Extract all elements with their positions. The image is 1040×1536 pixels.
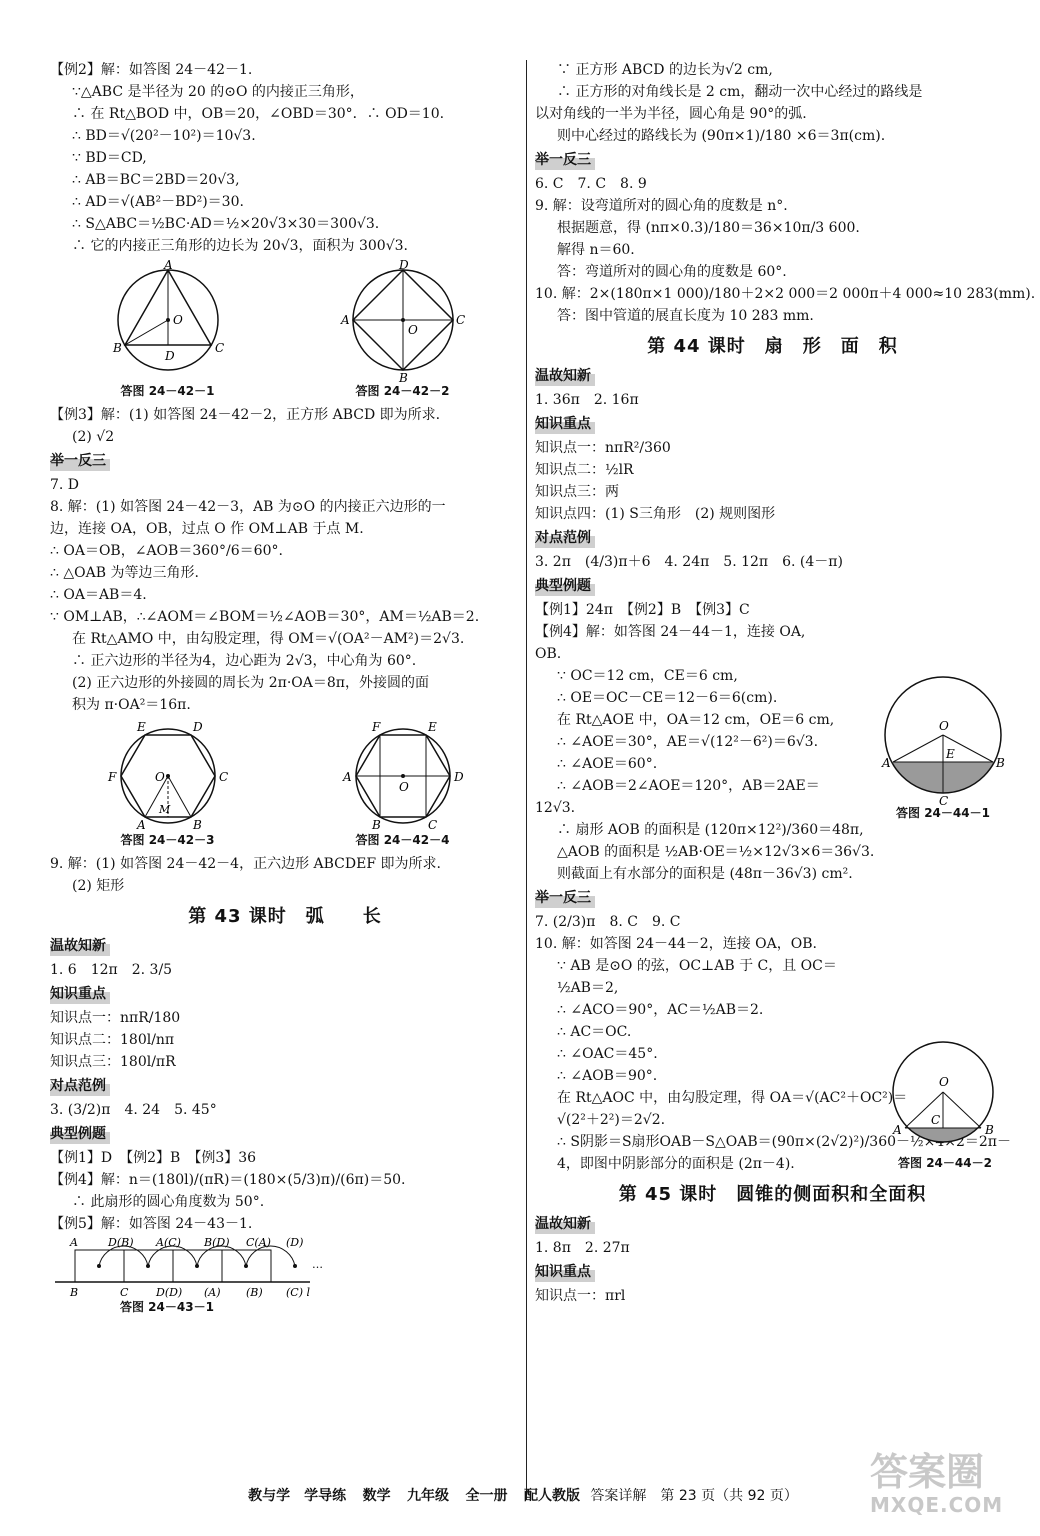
svg-text:(B): (B) [246, 1286, 263, 1299]
text-line: ∵ BD＝CD, [72, 150, 147, 166]
text-line: ∵ OM⊥AB，∴∠AOM＝∠BOM＝½∠AOB＝30°，AM＝½AB＝2. [50, 609, 480, 625]
svg-text:B: B [112, 341, 122, 355]
footer-brand: 教与学 学导练 [248, 1488, 347, 1504]
text-line: (2) 正六边形的外接圆的周长为 2π·OA＝8π，外接圆的面 [72, 675, 429, 691]
text-line: √(2²＋2²)＝2√2. [557, 1112, 666, 1128]
text-line: ∴ BD＝√(20²－10²)＝10√3. [72, 128, 256, 144]
text-line: 9. 解：设弯道所对的圆心角的度数是 n°. [535, 198, 788, 214]
text-line: 根据题意，得 (nπ×0.3)/180＝36×10π/3 600. [557, 220, 860, 236]
text-line: ∴ AB＝BC＝2BD＝20√3, [72, 172, 240, 188]
text-line: ∴ ∠ACO＝90°，AC＝½AB＝2. [557, 1002, 764, 1018]
text-line: ∴ 在 Rt△BOD 中，OB＝20，∠OBD＝30°．∴ OD＝10. [72, 106, 445, 122]
svg-text:D(D): D(D) [156, 1286, 183, 1299]
svg-text:M: M [158, 803, 170, 816]
text-line: 答：弯道所对的圆心角的度数是 60°. [557, 264, 787, 280]
svg-text:(D): (D) [286, 1236, 304, 1249]
watermark-logo [870, 1450, 1030, 1520]
text-line: ∴ 此扇形的圆心角度数为 50°. [72, 1194, 265, 1210]
svg-text:C: C [455, 313, 465, 327]
section-heading: 知识重点 [50, 984, 110, 1004]
text-line: OB. [535, 646, 562, 662]
text-line: ∴ ∠OAC＝45°. [557, 1046, 658, 1062]
svg-text:E: E [427, 720, 437, 734]
caption-24-42-2: 答图 24－42－2 [355, 384, 450, 398]
text-line: 12√3. [535, 800, 576, 816]
text-line: ∴ S△ABC＝½BC·AD＝½×20√3×30＝300√3. [72, 216, 380, 232]
text-line: ∵△ABC 是半径为 20 的⊙O 的内接正三角形， [72, 84, 364, 100]
section-heading: 典型例题 [535, 576, 595, 596]
text-line: 【例4】解：如答图 24－44－1，连接 OA, [535, 624, 806, 640]
caption-24-44-2: 答图 24－44－2 [898, 1156, 992, 1170]
text-line: 知识点二：180l/nπ [50, 1032, 175, 1048]
section-heading: 知识重点 [535, 1262, 595, 1282]
svg-text:D: D [398, 258, 409, 272]
section-heading-row [535, 364, 1010, 388]
text-line: 1. 36π 2. 16π [535, 392, 639, 408]
text-line: 1. 8π 2. 27π [535, 1240, 630, 1256]
text-line: ∴ OA＝AB＝4. [50, 587, 147, 603]
svg-text:D(B): D(B) [108, 1236, 134, 1249]
svg-text:E: E [946, 747, 955, 761]
text-line: 边，连接 OA，OB，过点 O 作 OM⊥AB 于点 M. [50, 521, 364, 537]
text-line: 知识点三：两 [535, 484, 619, 500]
svg-text:D: D [164, 349, 175, 363]
text-line: 8. 解：(1) 如答图 24－42－3，AB 为⊙O 的内接正六边形的一 [50, 499, 446, 515]
text-line: 4，即图中阴影部分的面积是 (2π－4). [557, 1156, 795, 1172]
svg-text:D: D [192, 720, 203, 734]
section-heading-row [535, 1212, 1010, 1236]
caption-24-42-3: 答图 24－42－3 [120, 833, 215, 847]
text-line: 9. 解：(1) 如答图 24－42－4，正六边形 ABCDEF 即为所求. [50, 856, 441, 872]
text-line: ∴ 扇形 AOB 的面积是 (120π×12²)/360＝48π, [557, 822, 864, 838]
text-line: 知识点三：180l/πR [50, 1054, 176, 1070]
text-line: 10. 解：2×(180π×1 000)/180＋2×2 000＝2 000π＋4 000≈10 283(mm). [535, 286, 1036, 302]
text-line: ∴ 正方形的对角线长是 2 cm，翻动一次中心经过的路线是 [557, 84, 923, 100]
svg-text:A: A [163, 258, 173, 272]
svg-text:C: C [931, 1113, 941, 1127]
left-block-1 [50, 60, 520, 256]
svg-text:O: O [172, 313, 183, 327]
text-line: 则截面上有水部分的面积是 (48π－36√3) cm². [557, 866, 853, 882]
section-heading: 温故知新 [50, 936, 110, 956]
section-heading-row [535, 1260, 1010, 1284]
section-heading-row [50, 449, 520, 473]
rolling-square-diagram [50, 1236, 330, 1298]
figure-row-24-42-3-4 [50, 721, 520, 848]
text-line: 6. C 7. C 8. 9 [535, 176, 647, 192]
svg-text:C: C [120, 1286, 129, 1299]
section-heading-row [535, 886, 1010, 910]
svg-text:C: C [218, 770, 228, 784]
text-line: 解得 n＝60. [557, 242, 635, 258]
left-block-3 [50, 854, 520, 1234]
text-line: 在 Rt△AOC 中，由勾股定理，得 OA＝√(AC²＋OC²)＝ [557, 1090, 908, 1106]
text-line: 【例1】D 【例2】B 【例3】36 [50, 1150, 257, 1166]
lesson-title: 第 45 课时 圆锥的侧面积和全面积 [618, 1184, 927, 1205]
text-line: 知识点二：½lR [535, 462, 634, 478]
text-line: 7. (2/3)π 8. C 9. C [535, 914, 681, 930]
svg-text:C: C [214, 341, 224, 355]
svg-text:(C) l: (C) l [286, 1286, 311, 1299]
svg-text:O: O [154, 770, 165, 784]
text-line: 知识点一：nπR/180 [50, 1010, 181, 1026]
watermark-text: 答案圈 [870, 1450, 985, 1494]
figure-24-44-2 [885, 1040, 1005, 1171]
text-line: ½AB＝2, [557, 980, 619, 996]
left-block-2 [50, 405, 520, 715]
inscribed-square-diagram [338, 258, 468, 385]
svg-text:C: C [427, 818, 437, 832]
text-line: ∴ AC＝OC. [557, 1024, 632, 1040]
section-heading: 对点范例 [535, 528, 595, 548]
text-line: (2) √2 [72, 429, 115, 445]
svg-text:O: O [407, 323, 418, 337]
text-line: ∵ OC＝12 cm，CE＝6 cm, [557, 668, 738, 684]
column-divider [526, 60, 527, 1500]
text-line: ∴ OA＝OB，∠AOB＝360°/6＝60°. [50, 543, 283, 559]
text-line: ∴ ∠AOB＝90°. [557, 1068, 658, 1084]
text-line: 以对角线的一半为半径，圆心角是 90°的弧. [535, 106, 807, 122]
text-line: 3. (3/2)π 4. 24 5. 45° [50, 1102, 217, 1118]
svg-text:A: A [136, 818, 146, 832]
section-heading-row [50, 1074, 520, 1098]
text-line: 知识点四：(1) S三角形 (2) 规则图形 [535, 506, 776, 522]
inscribed-triangle-diagram [103, 258, 233, 382]
text-line: ∴ ∠AOE＝60°. [557, 756, 658, 772]
svg-text:A(C): A(C) [156, 1236, 181, 1249]
footer-page-number: 答案详解 第 23 页（共 92 页） [590, 1488, 798, 1504]
svg-text:B: B [192, 818, 202, 832]
section-heading: 知识重点 [535, 414, 595, 434]
svg-text:C(A): C(A) [246, 1236, 271, 1249]
svg-text:B: B [985, 1123, 994, 1137]
text-line: 【例1】24π 【例2】B 【例3】C [535, 602, 750, 618]
hexagon-construction-diagram [338, 721, 468, 831]
text-line: 则中心经过的路线长为 (90π×1)/180 ×6＝3π(cm). [557, 128, 886, 144]
svg-text:O: O [398, 780, 409, 794]
text-line: (2) 矩形 [72, 878, 125, 894]
section-heading: 温故知新 [535, 1214, 595, 1234]
svg-text:B(D): B(D) [204, 1236, 230, 1249]
segment-area-diagram [885, 1040, 1005, 1150]
svg-text:B: B [70, 1286, 79, 1299]
text-line: ∴ △OAB 为等边三角形. [50, 565, 199, 581]
text-line: 7. D [50, 477, 80, 493]
section-heading-row [535, 526, 1010, 550]
text-line: ∴ ∠AOB＝2∠AOE＝120°，AB＝2AE＝ [557, 778, 820, 794]
text-line: 知识点一：πrl [535, 1288, 626, 1304]
text-line: 在 Rt△AOE 中，OA＝12 cm，OE＝6 cm, [557, 712, 835, 728]
section-heading: 对点范例 [50, 1076, 110, 1096]
svg-text:…: … [312, 1258, 323, 1271]
section-heading-row [50, 1122, 520, 1146]
caption-24-42-1: 答图 24－42－1 [120, 384, 215, 398]
section-heading: 典型例题 [50, 1124, 110, 1144]
caption-24-43-1: 答图 24－43－1 [120, 1300, 214, 1314]
footer-edition: 配人教版 [523, 1488, 580, 1504]
water-pipe-diagram [878, 680, 1008, 808]
svg-text:O: O [939, 719, 949, 733]
text-line: ∵ AB 是⊙O 的弦，OC⊥AB 于 C，且 OC＝ [557, 958, 837, 974]
footer-subject: 数学 [362, 1488, 391, 1504]
text-line: 【例2】解：如答图 24－42－1. [50, 62, 253, 78]
svg-text:A: A [893, 1123, 902, 1137]
svg-text:O: O [939, 1075, 949, 1089]
section-heading: 举一反三 [535, 888, 595, 908]
svg-text:F: F [371, 720, 380, 734]
figure-row-24-42-1-2 [50, 258, 520, 399]
figure-24-42-4 [338, 721, 468, 848]
figure-24-42-3 [103, 721, 233, 848]
lesson-title: 第 43 课时 弧 长 [188, 906, 382, 927]
svg-text:F: F [107, 770, 116, 784]
section-heading-row [50, 982, 520, 1006]
inscribed-hexagon-diagram [103, 721, 233, 831]
svg-text:A: A [882, 756, 891, 770]
svg-text:D: D [453, 770, 464, 784]
section-heading-row [535, 412, 1010, 436]
svg-text:B: B [371, 818, 381, 832]
figure-24-42-2 [338, 258, 468, 399]
text-line: ∴ 正六边形的半径为4，边心距为 2√3，中心角为 60°. [72, 653, 417, 669]
text-line: ∴ 它的内接正三角形的边长为 20√3，面积为 300√3. [72, 238, 408, 254]
text-line: △AOB 的面积是 ½AB·OE＝½×12√3×6＝36√3. [557, 844, 875, 860]
left-column [50, 60, 520, 1315]
text-line: 3. 2π (4/3)π＋6 4. 24π 5. 12π 6. (4－π) [535, 554, 843, 570]
text-line: ∴ S阴影＝S扇形OAB－S△OAB＝(90π×(2√2)²)/360－½×4×2＝2π－ [557, 1134, 1011, 1150]
text-line: 【例5】解：如答图 24－43－1. [50, 1216, 253, 1232]
text-line: 【例4】解：n＝(180l)/(πR)＝(180×(5/3)π)/(6π)＝50. [50, 1172, 406, 1188]
text-line: 答：图中管道的展直长度为 10 283 mm. [557, 308, 814, 324]
section-heading-row [50, 934, 520, 958]
svg-text:A: A [340, 313, 350, 327]
section-heading: 温故知新 [535, 366, 595, 386]
svg-text:A: A [70, 1236, 78, 1249]
text-line: ∴ ∠AOE＝30°，AE＝√(12²－6²)＝6√3. [557, 734, 819, 750]
text-line: ∵ 正方形 ABCD 的边长为√2 cm, [557, 62, 773, 78]
svg-text:B: B [996, 756, 1005, 770]
section-heading: 举一反三 [50, 451, 110, 471]
section-heading-row [535, 574, 1010, 598]
footer-volume: 全一册 [465, 1488, 508, 1504]
lesson-title: 第 44 课时 扇 形 面 积 [647, 336, 898, 357]
svg-text:C: C [939, 794, 949, 808]
caption-24-44-1: 答图 24－44－1 [896, 806, 990, 820]
text-line: 【例3】解：(1) 如答图 24－42－2，正方形 ABCD 即为所求. [50, 407, 441, 423]
figure-24-43-1 [50, 1236, 520, 1315]
text-line: 积为 π·OA²＝16π. [72, 697, 191, 713]
svg-text:E: E [136, 720, 146, 734]
footer-grade: 九年级 [407, 1488, 450, 1504]
section-heading: 举一反三 [535, 150, 595, 170]
text-line: ∴ OE＝OC－CE＝12－6＝6(cm). [557, 690, 778, 706]
text-line: 10. 解：如答图 24－44－2，连接 OA，OB. [535, 936, 817, 952]
svg-text:(A): (A) [204, 1286, 221, 1299]
svg-text:B: B [398, 371, 408, 385]
watermark-url: MXQE.COM [870, 1493, 1004, 1517]
svg-text:A: A [342, 770, 352, 784]
caption-24-42-4: 答图 24－42－4 [355, 833, 450, 847]
text-line: 在 Rt△AMO 中，由勾股定理，得 OM＝√(OA²－AM²)＝2√3. [72, 631, 465, 647]
figure-24-42-1 [103, 258, 233, 399]
text-line: ∴ AD＝√(AB²－BD²)＝30. [72, 194, 244, 210]
section-heading-row [535, 148, 1010, 172]
text-line: 知识点一：nπR²/360 [535, 440, 671, 456]
text-line: 1. 6 12π 2. 3/5 [50, 962, 173, 978]
figure-24-44-1 [878, 680, 1008, 821]
